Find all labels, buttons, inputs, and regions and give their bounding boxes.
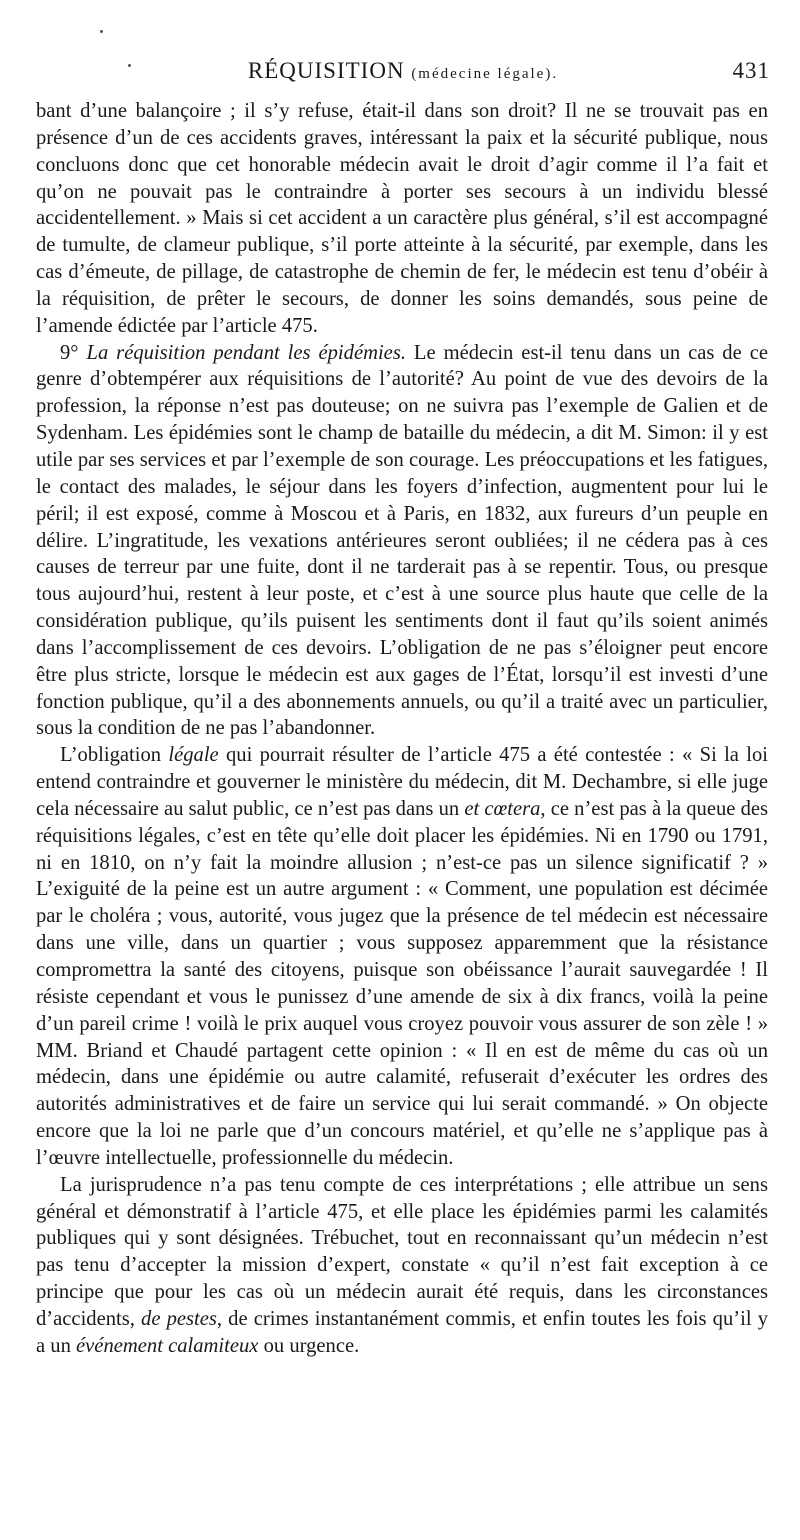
paragraph-4 — [36, 1172, 768, 1360]
text-run: La jurisprudence n’a pas tenu compte de ces interprétations ; elle attribue un sens général et démonstratif à l’article 475, et elle place les épidémies parmi les calamités publiques qui y sont désignées. Trébuchet, tout en reconnaissant qu’un médecin n’est pas tenu d’accepter la mission d’expert, constate « qu’il n’est fait exception à ce principe que pour les cas où un médecin aurait été requis, dans les circonstances d’accidents, — [36, 1173, 768, 1330]
print-speck — [100, 30, 103, 33]
paragraph-1 — [36, 98, 768, 340]
text-run: , de crimes instantanément commis, et enfin toutes les fois qu’il y a un — [36, 1307, 768, 1357]
page-header — [36, 58, 770, 90]
italic-text: de pestes — [141, 1307, 217, 1330]
italic-text: La réquisition pendant les épidémies. — [86, 341, 406, 364]
paragraph-3 — [36, 742, 768, 1172]
text-run: , ce n’est pas à la queue des réquisitions légales, c’est en tête qu’elle doit placer les épidémies. Ni en 1790 ou 1791, ni en 1810, on n’y fait la moindre allusion ; n’est-ce pas un silence significatif ? » L’exiguité de la peine est un autre argument : « Comment, une population est décimée par le choléra ; vous, autorité, vous jugez que la présence de tel médecin est nécessaire dans une ville, dans un quartier ; vous supposez apparemment que la résistance compromettra la santé des citoyens, puisque son obéissance l’aurait sauvegardée ! Il résiste cependant et vous le punissez d’une amende de six à dix francs, voilà la peine d’un pareil crime ! voilà le prix auquel vous croyez pouvoir vous assurer de son zèle ! » MM. Briand et Chaudé partagent cette opinion : « Il en est de même du cas où un médecin, dans une épidémie ou autre calamité, refuserait d’exécuter les ordres des autorités administratives et de faire un service qui lui serait commandé. » On objecte encore que la loi ne parle que d’un concours matériel, et qu’elle ne s’applique pas à l’œuvre intellectuelle, professionnelle du médecin. — [36, 797, 769, 1169]
text-run: Le médecin est-il tenu dans un cas de ce genre d’obtempérer aux réquisitions de l’autorité? Au point de vue des devoirs de la profession, la réponse n’est pas douteuse; on ne suivra pas l’exemple de Galien et de Sydenham. Les épidémies sont le champ de bataille du médecin, a dit M. Simon: il y est utile par ses services et par l’exemple de son courage. Les préoccupations et les fatigues, le contact des malades, le séjour dans les foyers d’infection, augmentent pour lui le péril; il est exposé, comme à Moscou et à Paris, en 1832, aux fureurs d’un peuple en délire. L’ingratitude, les vexations antérieures seront oubliées; il ne cédera pas à ces causes de terreur par une fuite, dont il ne tarderait pas à se repentir. Tous, ou presque tous aujourd’hui, restent à leur poste, et c’est à une source plus haute que celle de la considération publique, qu’ils puisent les sentiments dont il faut qu’ils soient animés dans l’accomplissement de ces devoirs. L’obligation de ne pas s’éloigner peut encore être plus stricte, lorsque le médecin est aux gages de l’État, lorsqu’il est investi d’une fonction publique, qu’il a des abonnements annuels, ou qu’il a traité avec un particulier, sous la condition de ne pas l’abandonner. — [36, 341, 768, 740]
text-run: ou urgence. — [258, 1334, 360, 1357]
running-head-title: RÉQUISITION — [247, 58, 405, 83]
italic-text: événement calamiteux — [76, 1334, 259, 1357]
italic-text: légale — [168, 744, 219, 767]
text-run: 9° — [60, 341, 87, 364]
text-run: L’obligation — [60, 744, 169, 767]
running-head — [36, 58, 770, 84]
page-number: 431 — [732, 58, 770, 83]
running-head-subtitle: (médecine légale). — [411, 66, 559, 82]
text-run: qui pourrait résulter de l’article 475 a été contestée : « Si la loi entend contraindre et gouverner le ministère du médecin, dit M. Dechambre, si elle juge cela nécessaire au salut public, ce n’est pas dans un — [36, 744, 768, 820]
text-run: bant d’une balançoire ; il s’y refuse, était-il dans son droit? Il ne se trouvait pas en présence d’un de ces accidents graves, intéressant la paix et la sécurité publique, nous concluons donc que cet honorable médecin avait le droit d’agir comme il l’a fait et qu’on ne pouvait pas le contraindre à porter ses secours à un individu blessé accidentellement. » Mais si cet accident a un caractère plus général, s’il est accompagné de tumulte, de clameur publique, s’il porte atteinte à la sécurité, par exemple, dans les cas d’émeute, de pillage, de catastrophe de chemin de fer, le médecin est tenu d’obéir à la réquisition, de prêter le secours, de donner les soins demandés, sous peine de l’amende édictée par l’article 475. — [36, 100, 768, 337]
paragraph-2 — [36, 340, 768, 743]
italic-text: et cœtera — [464, 797, 541, 820]
body-text — [36, 98, 768, 1360]
